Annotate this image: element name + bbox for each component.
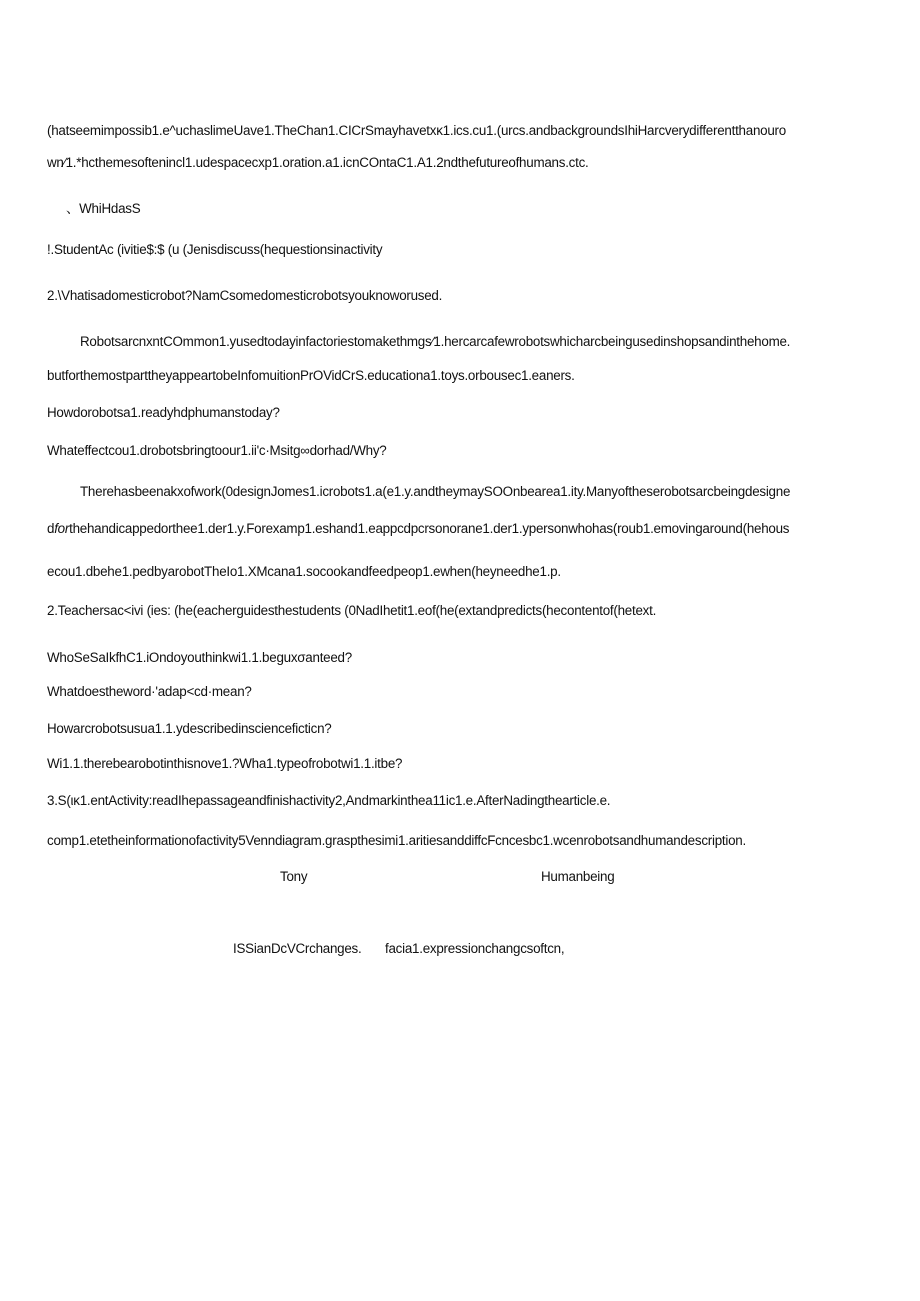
paragraph2-line-3: ecou1.dbehe1.pedbyarobotTheIo1.XMcana1.socookandfeedpeop1.ewhen(heyneedhe1.p. — [47, 564, 561, 579]
activity1-title: !.StudentAc (ivitie$:$ (u (Jenisdiscuss(hequestionsinactivity — [47, 242, 383, 257]
venn-item-human: facia1.expressionchangcsoftcn, — [385, 941, 565, 956]
activity3-line-1: 3.S(ικ1.entActivity:readIhepassageandfinishactivity2,Andmarkinthea11ic1.e.AfterNadingthearticle.e. — [47, 793, 611, 808]
intro-line-1: (hatseemimpossib1.e^uchaslimeUave1.TheChan1.CICrSmayhavetxκ1.ics.cu1.(urcs.andbackgroundsIhiHarcverydifferentthanouro — [47, 123, 786, 138]
activity2-question-4: Wi1.1.therebearobotinthisnove1.?Wha1.typeofrobotwi1.1.itbe? — [47, 756, 403, 771]
activity1-question-help-humans: Howdorobotsa1.readyhdphumanstoday? — [47, 405, 280, 420]
activity2-question-2: Whatdoestheword·'adap<cd·mean? — [47, 684, 252, 699]
paragraph2-line-2-italic: for — [54, 521, 70, 536]
intro-line-2: wn∕1.*hcthemesoftenincl1.udespacecxp1.oration.a1.icnCOntaC1.A1.2ndthefutureofhumans.ctc. — [47, 155, 589, 170]
activity2-question-1: WhoSeSaIkfhC1.iOndoyouthinkwi1.1.beguxσanteed? — [47, 650, 352, 665]
paragraph2-line-1: Therehasbeenakxofwork(0designJomes1.icrobots1.a(e1.y.andtheymaySOOnbearea1.ity.Manyoftheserobotsarcbeingdesigne — [80, 484, 791, 499]
activity2-question-3: Howarcrobotsusua1.1.ydescribedinscienceficticn? — [47, 721, 332, 736]
activity3-line-2: comp1.etetheinformationofactivity5Venndiagram.graspthesimi1.aritiesanddiffcFcncesbc1.wcenrobotsandhumandescription. — [47, 833, 746, 848]
section-heading: 、WhiHdasS — [66, 201, 141, 216]
paragraph2-line-2-start: d — [47, 521, 55, 536]
answer-paragraph-line-1: RobotsarcnxntCOmmon1.yusedtodayinfactoriestomakethmgs∕1.hercarcafewrobotswhicharcbeingusedinshopsandinthehome. — [80, 334, 791, 349]
venn-label-human: Humanbeing — [541, 869, 615, 884]
venn-label-tony: Tony — [280, 869, 308, 884]
activity1-question-domestic-robot: 2.\Vhatisadomesticrobot?NamCsomedomesticrobotsyouknoworused. — [47, 288, 443, 303]
paragraph2-line-2-rest: thehandicappedorthee1.der1.y.Forexamp1.eshand1.eappcdpcrsonorane1.der1.ypersonwhohas(roub1.emovingaround(hehous — [69, 521, 790, 536]
activity2-title: 2.Teachersac<ivi (ies: (he(eacherguidesthestudents (0NadIhetit1.eof(he(extandpredicts(hecontentof(hetext. — [47, 603, 657, 618]
paragraph2-line-2 — [47, 521, 789, 537]
venn-item-tony: ISSianDcVCrchanges. — [233, 941, 362, 956]
answer-paragraph-line-2: butforthemostparttheyappeartobeInfomuitionPrOVidCrS.educationa1.toys.orbousec1.eaners. — [47, 368, 575, 383]
activity1-question-effect: Whateffectcou1.drobotsbringtoour1.ii'c·Msitg∞dorhad/Why? — [47, 443, 387, 458]
